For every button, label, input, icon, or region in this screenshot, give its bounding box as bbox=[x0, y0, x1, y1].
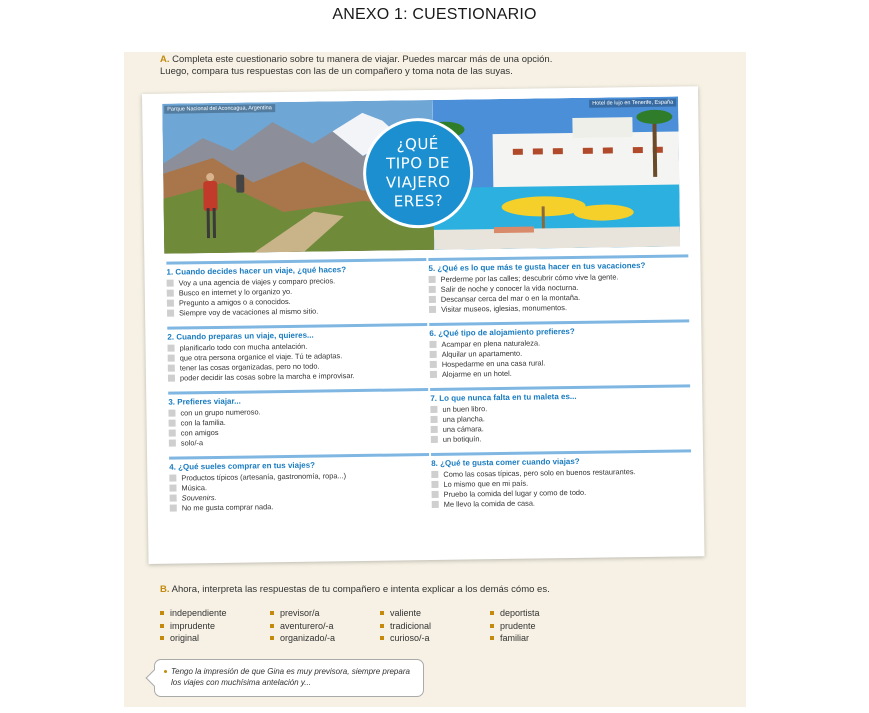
answer-checkbox[interactable] bbox=[167, 310, 174, 317]
answer-checkbox[interactable] bbox=[167, 280, 174, 287]
answer-option-label: planificarlo todo con mucha antelación. bbox=[179, 341, 308, 353]
question-block bbox=[167, 323, 428, 384]
answer-option-label: una cámara. bbox=[442, 424, 484, 434]
adjective-label: imprudente bbox=[170, 620, 216, 631]
hotel-photo-caption: Hotel de lujo en Tenerife, España bbox=[589, 99, 676, 108]
answer-checkbox[interactable] bbox=[169, 475, 176, 482]
bullet-icon bbox=[380, 624, 384, 628]
answer-checkbox[interactable] bbox=[168, 410, 175, 417]
answer-checkbox[interactable] bbox=[167, 290, 174, 297]
answer-option-label: que otra persona organice el viaje. Tú te adaptas. bbox=[179, 351, 343, 363]
adjective-item bbox=[380, 632, 431, 645]
bullet-icon bbox=[490, 636, 494, 640]
bullet-icon bbox=[490, 624, 494, 628]
question-block bbox=[166, 258, 427, 319]
answer-checkbox[interactable] bbox=[167, 300, 174, 307]
answer-option-label: solo/-a bbox=[180, 438, 204, 448]
instruction-a-text: Completa este cuestionario sobre tu manera de viajar. Puedes marcar más de una opción. Luego, compara tus respuestas con las de un compañero y toma nota de las suyas. bbox=[160, 54, 553, 77]
instruction-a-letter: A. bbox=[160, 54, 170, 65]
answer-option-label: un botiquín. bbox=[442, 434, 482, 444]
answer-option-label: Siempre voy de vacaciones al mismo sitio. bbox=[178, 306, 319, 318]
question-title: 5. ¿Qué es lo que más te gusta hacer en tus vacaciones? bbox=[428, 260, 646, 274]
adjective-label: prudente bbox=[500, 620, 536, 631]
answer-checkbox[interactable] bbox=[170, 505, 177, 512]
questionnaire-card bbox=[142, 86, 705, 564]
answer-checkbox[interactable] bbox=[429, 341, 436, 348]
questions-left-column bbox=[166, 258, 430, 522]
answer-option-label: No me gusta comprar nada. bbox=[181, 502, 274, 513]
bullet-icon bbox=[380, 611, 384, 615]
answer-checkbox[interactable] bbox=[429, 306, 436, 313]
answer-option-label: poder decidir las cosas sobre la marcha e improvisar. bbox=[179, 371, 355, 383]
answer-option-label: Como las cosas típicas, pero solo en buenos restaurantes. bbox=[443, 467, 636, 479]
adjective-label: familiar bbox=[500, 633, 530, 643]
adjective-item bbox=[380, 620, 431, 633]
answer-option-label: un buen libro. bbox=[442, 404, 488, 414]
instruction-b-letter: B. bbox=[160, 584, 170, 595]
answer-option-label: Hospedarme en una casa rural. bbox=[441, 358, 546, 369]
adjective-label: aventurero/-a bbox=[280, 620, 334, 631]
question-title: 1. Cuando decides hacer un viaje, ¿qué haces? bbox=[166, 265, 347, 277]
answer-checkbox[interactable] bbox=[170, 495, 177, 502]
answer-checkbox[interactable] bbox=[169, 420, 176, 427]
adjective-item bbox=[270, 632, 335, 645]
answer-option-label: con un grupo numeroso. bbox=[180, 407, 261, 418]
quiz-title-badge: ¿QUÉ TIPO DE VIAJERO ERES? bbox=[362, 117, 474, 229]
answer-option-label: Alquilar un apartamento. bbox=[441, 348, 523, 359]
answer-option-label: Alojarme en un hotel. bbox=[441, 368, 512, 379]
question-title: 6. ¿Qué tipo de alojamiento prefieres? bbox=[429, 326, 575, 339]
adjective-item bbox=[160, 607, 227, 620]
answer-checkbox[interactable] bbox=[168, 345, 175, 352]
answer-option-label: Pruebo la comida del lugar y como de todo. bbox=[443, 487, 587, 499]
question-block bbox=[431, 449, 692, 510]
adjective-item bbox=[270, 620, 335, 633]
adjective-item bbox=[490, 632, 540, 645]
answer-option-label: Lo mismo que en mi país. bbox=[443, 478, 529, 489]
document-title: ANEXO 1: CUESTIONARIO bbox=[332, 6, 537, 23]
answer-checkbox[interactable] bbox=[168, 365, 175, 372]
answer-option-label: Productos típicos (artesanía, gastronomía, ropa...) bbox=[181, 471, 347, 483]
answer-checkbox[interactable] bbox=[169, 440, 176, 447]
bullet-icon bbox=[160, 636, 164, 640]
bullet-icon bbox=[164, 670, 167, 673]
answer-checkbox[interactable] bbox=[169, 430, 176, 437]
questions-right-column bbox=[428, 254, 692, 518]
question-title: 7. Lo que nunca falta en tu maleta es... bbox=[430, 391, 577, 404]
question-block bbox=[428, 254, 689, 315]
question-title: 4. ¿Qué sueles comprar en tus viajes? bbox=[169, 460, 316, 472]
speech-bubble-tail bbox=[146, 670, 163, 687]
answer-checkbox[interactable] bbox=[430, 361, 437, 368]
adjective-label: independiente bbox=[170, 608, 227, 618]
bullet-icon bbox=[270, 636, 274, 640]
bullet-icon bbox=[380, 636, 384, 640]
adjective-label: organizado/-a bbox=[280, 633, 336, 643]
answer-checkbox[interactable] bbox=[431, 436, 438, 443]
bullet-icon bbox=[160, 624, 164, 628]
instruction-b bbox=[160, 584, 720, 596]
answer-checkbox[interactable] bbox=[168, 355, 175, 362]
bullet-icon bbox=[270, 611, 274, 615]
adjective-item bbox=[380, 607, 431, 620]
answer-option-label: Pregunto a amigos o a conocidos. bbox=[178, 296, 291, 308]
answer-checkbox[interactable] bbox=[169, 485, 176, 492]
question-title: 3. Prefieres viajar... bbox=[168, 396, 241, 407]
question-title: 2. Cuando preparas un viaje, quieres... bbox=[167, 330, 314, 342]
adjective-label: curioso/-a bbox=[390, 633, 430, 643]
answer-option-label: tener las cosas organizadas, pero no todo. bbox=[179, 361, 320, 373]
adjective-column bbox=[160, 607, 227, 645]
answer-checkbox[interactable] bbox=[430, 371, 437, 378]
adjective-column bbox=[490, 607, 540, 645]
adjective-item bbox=[490, 607, 540, 620]
bullet-icon bbox=[160, 611, 164, 615]
answer-option-label: con amigos bbox=[180, 427, 219, 438]
adjective-label: tradicional bbox=[390, 620, 432, 631]
answer-option-label: Voy a una agencia de viajes y comparo precios. bbox=[178, 276, 336, 288]
adjective-label: original bbox=[170, 633, 200, 643]
adjective-label: previsor/a bbox=[280, 608, 320, 618]
adjective-label: deportista bbox=[500, 608, 540, 618]
question-block bbox=[168, 388, 429, 449]
answer-option-label: Descansar cerca del mar o en la montaña. bbox=[440, 292, 581, 304]
adjective-item bbox=[160, 620, 227, 633]
answer-option-label: Visitar museos, iglesias, monumentos. bbox=[440, 303, 568, 314]
answer-checkbox[interactable] bbox=[429, 276, 436, 283]
answer-checkbox[interactable] bbox=[432, 491, 439, 498]
answer-option-label: Souvenirs. bbox=[181, 492, 217, 503]
question-block bbox=[429, 319, 690, 380]
worksheet-page bbox=[124, 52, 746, 707]
answer-checkbox[interactable] bbox=[429, 286, 436, 293]
question-block bbox=[169, 453, 430, 514]
adjective-column bbox=[380, 607, 431, 645]
answer-checkbox[interactable] bbox=[429, 296, 436, 303]
answer-option-label: una plancha. bbox=[442, 414, 485, 424]
answer-checkbox[interactable] bbox=[430, 351, 437, 358]
question-title: 8. ¿Qué te gusta comer cuando viajas? bbox=[431, 456, 580, 468]
adjective-item bbox=[490, 620, 540, 633]
bullet-icon bbox=[270, 624, 274, 628]
adjective-item bbox=[270, 607, 335, 620]
answer-checkbox[interactable] bbox=[431, 481, 438, 488]
answer-option-label: con la familia. bbox=[180, 417, 226, 428]
answer-option-label: Busco en internet y lo organizo yo. bbox=[178, 286, 293, 298]
instruction-b-text: Ahora, interpreta las respuestas de tu compañero e intenta explicar a los demás cómo es. bbox=[171, 584, 550, 595]
answer-option-label: Me llevo la comida de casa. bbox=[443, 498, 536, 509]
question-block bbox=[430, 384, 691, 445]
answer-checkbox[interactable] bbox=[431, 426, 438, 433]
answer-option-label: Música. bbox=[181, 483, 208, 493]
answer-checkbox[interactable] bbox=[431, 416, 438, 423]
answer-option-label: Salir de noche y conocer la vida nocturna. bbox=[440, 282, 579, 294]
mountain-photo-caption: Parque Nacional del Aconcagua, Argentina bbox=[164, 104, 275, 114]
answer-option-label: Perderme por las calles; descubrir cómo vive la gente. bbox=[440, 272, 619, 284]
adjective-item bbox=[160, 632, 227, 645]
instruction-a bbox=[160, 54, 580, 78]
adjective-column bbox=[270, 607, 335, 645]
speech-bubble-text: Tengo la impresión de que Gina es muy previsora, siempre prepara los viajes con muchísima antelación y... bbox=[171, 667, 410, 687]
adjective-label: valiente bbox=[390, 608, 422, 618]
speech-bubble bbox=[154, 659, 424, 697]
answer-checkbox[interactable] bbox=[432, 501, 439, 508]
bullet-icon bbox=[490, 611, 494, 615]
answer-checkbox[interactable] bbox=[431, 471, 438, 478]
answer-option-label: Acampar en plena naturaleza. bbox=[441, 338, 541, 349]
answer-checkbox[interactable] bbox=[168, 375, 175, 382]
answer-checkbox[interactable] bbox=[430, 406, 437, 413]
